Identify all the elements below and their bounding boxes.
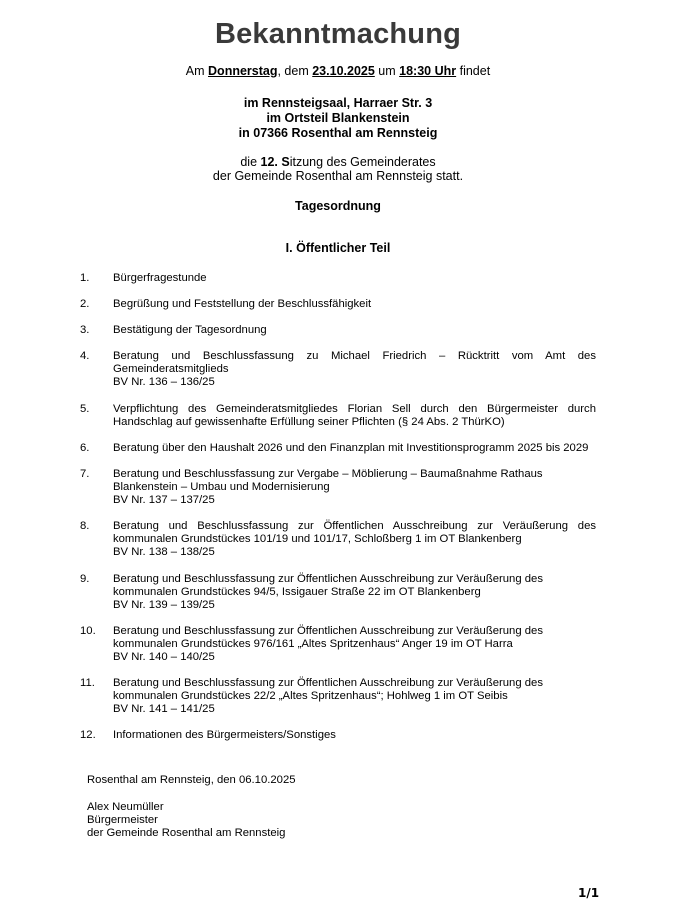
item-bv: BV Nr. 136 – 136/25 [113, 376, 215, 388]
place-date: Rosenthal am Rennsteig, den 06.10.2025 [87, 774, 296, 786]
signatory-name: Alex Neumüller [87, 801, 164, 813]
agenda-item [80, 298, 596, 311]
item-number: 11. [80, 677, 95, 689]
agenda-item [80, 324, 596, 337]
item-text: Beratung über den Haushalt 2026 und den Finanzplan mit Investitionsprogramm 2025 bis 2029 [113, 442, 589, 454]
item-bv: BV Nr. 138 – 138/25 [113, 546, 215, 558]
agenda-item [80, 729, 596, 742]
session-die: die [240, 155, 258, 169]
agenda-item [80, 350, 596, 389]
agenda-item [80, 468, 596, 507]
item-number: 5. [80, 403, 90, 415]
agenda-item [80, 403, 596, 429]
intro-dem: , dem [277, 64, 309, 78]
item-text-line-2: kommunalen Grundstückes 94/5, Issigauer Straße 22 im OT Blankenberg [113, 586, 481, 598]
meeting-date: 23.10.2025 [312, 64, 375, 78]
meeting-time: 18:30 Uhr [399, 64, 457, 78]
item-text-line-1: Beratung und Beschlussfassung zur Öffentlichen Ausschreibung zur Veräußerung des [113, 625, 543, 637]
item-number: 12. [80, 729, 96, 741]
item-text-line-2: kommunalen Grundstückes 22/2 „Altes Spritzenhaus“; Hohlweg 1 im OT Seibis [113, 690, 508, 702]
item-number: 8. [80, 520, 90, 532]
item-text: Informationen des Bürgermeisters/Sonstiges [113, 729, 336, 741]
item-bv: BV Nr. 139 – 139/25 [113, 599, 215, 611]
item-number: 3. [80, 324, 90, 336]
signatory-role: Bürgermeister [87, 814, 158, 826]
agenda-item [80, 573, 596, 612]
document-title: Bekanntmachung [214, 18, 462, 50]
location-line-3: in 07366 Rosenthal am Rennsteig [238, 126, 438, 140]
item-text: Bestätigung der Tagesordnung [113, 324, 267, 336]
item-number: 1. [80, 272, 90, 284]
location-line-2: im Ortsteil Blankenstein [266, 111, 410, 125]
item-number: 7. [80, 468, 90, 480]
item-bv: BV Nr. 141 – 141/25 [113, 703, 215, 715]
item-text-line-1: Beratung und Beschlussfassung zur Öffentlichen Ausschreibung zur Veräußerung des [113, 677, 543, 689]
agenda-item [80, 442, 596, 455]
item-text: Bürgerfragestunde [113, 272, 207, 284]
item-number: 9. [80, 573, 90, 585]
agenda-heading: Tagesordnung [295, 199, 381, 213]
agenda-item [80, 677, 596, 716]
intro-am: Am [185, 64, 205, 78]
item-number: 4. [80, 350, 90, 362]
item-text: Verpflichtung des Gemeinderatsmitgliedes Florian Sell durch den Bürgermeister durch Handschlag auf gewissenhafte Erfüllung seiner Pflichten (§ 24 Abs. 2 ThürKO) [113, 403, 596, 428]
signatory-org: der Gemeinde Rosenthal am Rennsteig [87, 827, 286, 839]
page-number: 1/1 [578, 886, 600, 900]
agenda-item [80, 272, 596, 285]
item-number: 2. [80, 298, 90, 310]
intro-line [0, 64, 676, 79]
item-text-line-2: kommunalen Grundstückes 976/161 „Altes Spritzenhaus“ Anger 19 im OT Harra [113, 638, 513, 650]
location-line-1: im Rennsteigsaal, Harraer Str. 3 [243, 96, 433, 110]
item-text: Beratung und Beschlussfassung zu Michael Friedrich – Rücktritt vom Amt des Gemeinderatsmitglieds [113, 350, 596, 375]
session-rest: itzung des Gemeinderates [289, 155, 436, 169]
item-text-line-2: Blankenstein – Umbau und Modernisierung [113, 481, 330, 493]
session-number: 12. S [260, 155, 290, 169]
agenda-item [80, 520, 596, 559]
item-text-line-1: Beratung und Beschlussfassung zur Vergabe – Möblierung – Baumaßnahme Rathaus [113, 468, 543, 480]
intro-um: um [378, 64, 396, 78]
session-line-1 [0, 155, 676, 170]
meeting-day: Donnerstag [208, 64, 278, 78]
agenda-item [80, 625, 596, 664]
item-text: Begrüßung und Feststellung der Beschlussfähigkeit [113, 298, 372, 310]
intro-findet: findet [459, 64, 491, 78]
item-number: 6. [80, 442, 90, 454]
item-bv: BV Nr. 140 – 140/25 [113, 651, 215, 663]
session-line-2: der Gemeinde Rosenthal am Rennsteig statt. [212, 169, 464, 183]
item-text-line-1: Beratung und Beschlussfassung zur Öffentlichen Ausschreibung zur Veräußerung des [113, 573, 543, 585]
item-text: Beratung und Beschlussfassung zur Öffentlichen Ausschreibung zur Veräußerung des kommunalen Grundstückes 101/19 und 101/17, Schloßberg 1 im OT Blankenberg [113, 520, 596, 545]
item-number: 10. [80, 625, 96, 637]
section-heading: I. Öffentlicher Teil [285, 241, 391, 255]
item-bv: BV Nr. 137 – 137/25 [113, 494, 215, 506]
